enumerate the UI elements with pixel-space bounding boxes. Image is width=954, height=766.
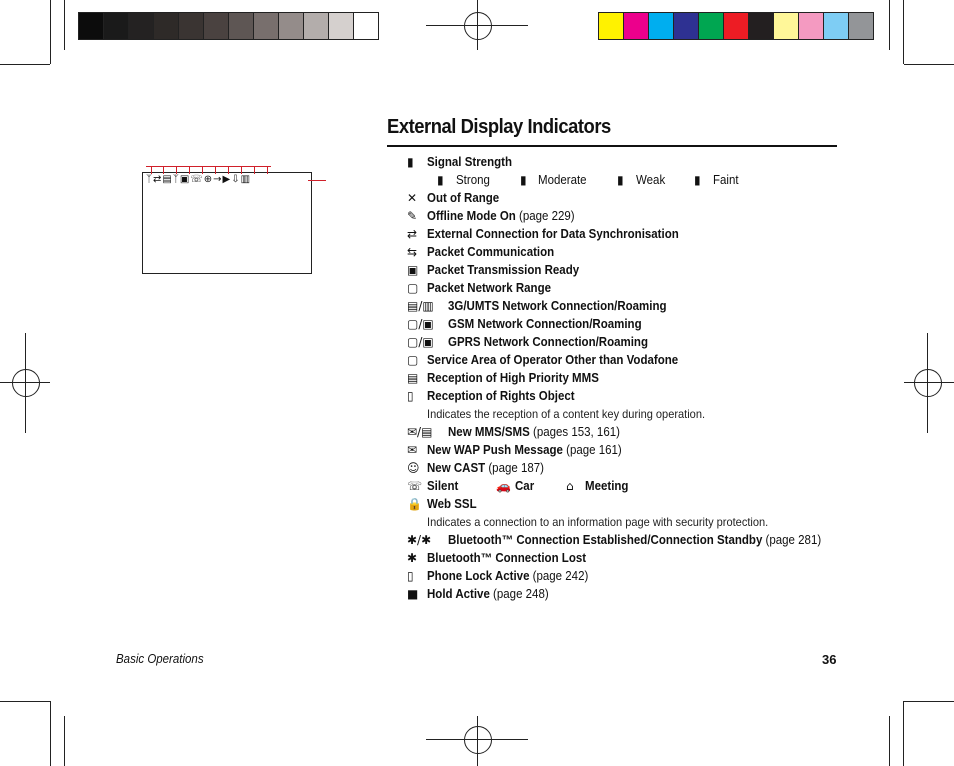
indicator-label: Silent bbox=[427, 479, 459, 493]
color-swatch bbox=[723, 13, 748, 39]
indicator-row bbox=[427, 154, 512, 170]
indicator-icon: ✱/✱ bbox=[407, 533, 432, 547]
page-reference: (page 229) bbox=[519, 209, 575, 223]
color-swatch bbox=[328, 13, 353, 39]
color-swatch bbox=[648, 13, 673, 39]
indicator-row bbox=[427, 460, 544, 476]
indicator-label: New WAP Push Message bbox=[427, 443, 563, 457]
indicator-row bbox=[427, 550, 586, 566]
indicator-label: Bluetooth™ Connection Established/Connection Standby bbox=[448, 533, 763, 547]
callout-tick bbox=[241, 166, 242, 174]
indicator-icon: ✎ bbox=[407, 209, 418, 223]
page-reference: (page 248) bbox=[493, 587, 549, 601]
page-reference: (page 187) bbox=[488, 461, 544, 475]
indicator-row bbox=[427, 190, 499, 206]
meeting-icon: ⌂ bbox=[566, 479, 574, 493]
indicator-row bbox=[427, 280, 551, 296]
indicator-row bbox=[427, 370, 599, 386]
indicator-label: Packet Communication bbox=[427, 245, 555, 259]
crop-mark bbox=[50, 0, 51, 64]
callout-tick bbox=[189, 166, 190, 174]
indicator-icon: ▯ bbox=[407, 389, 414, 403]
indicator-row bbox=[448, 424, 620, 440]
indicator-row bbox=[427, 478, 458, 494]
indicator-icon: ☺ bbox=[407, 461, 420, 475]
indicator-label: Packet Transmission Ready bbox=[427, 263, 580, 277]
indicator-icon: ▢/▣ bbox=[407, 335, 434, 349]
color-swatch bbox=[303, 13, 328, 39]
indicator-icon: ▤/▥ bbox=[407, 299, 434, 313]
callout-bar bbox=[146, 166, 271, 167]
indicator-row bbox=[448, 532, 821, 548]
callout-tick bbox=[176, 166, 177, 174]
signal-level-moderate: Moderate bbox=[538, 173, 587, 187]
indicator-icon: ✱ bbox=[407, 551, 418, 565]
signal-weak-icon: ▮ bbox=[617, 173, 624, 187]
indicator-row bbox=[448, 316, 642, 332]
indicator-label: Bluetooth™ Connection Lost bbox=[427, 551, 587, 565]
indicator-icon: ⇄ bbox=[407, 227, 418, 241]
signal-level-faint: Faint bbox=[713, 173, 739, 187]
indicator-icon: ✉ bbox=[407, 443, 418, 457]
page-number: 36 bbox=[822, 652, 837, 667]
indicator-icon: ■ bbox=[407, 587, 419, 601]
grayscale-bar bbox=[78, 12, 379, 40]
crop-mark bbox=[904, 64, 954, 65]
color-swatch bbox=[178, 13, 203, 39]
crop-mark bbox=[0, 64, 50, 65]
indicator-label: External Connection for Data Synchronisation bbox=[427, 227, 679, 241]
indicator-icon: ▮ bbox=[407, 155, 414, 169]
indicator-label: Reception of High Priority MMS bbox=[427, 371, 599, 385]
indicator-row bbox=[427, 442, 622, 458]
indicator-icon: ✉/▤ bbox=[407, 425, 433, 439]
page-reference: (page 281) bbox=[765, 533, 822, 547]
crop-mark bbox=[889, 716, 890, 766]
indicator-label: Offline Mode On bbox=[427, 209, 516, 223]
indicator-icon: ▯ bbox=[407, 569, 414, 583]
indicator-label: Reception of Rights Object bbox=[427, 389, 575, 403]
indicator-icon: ▣ bbox=[407, 263, 419, 277]
indicator-label: Phone Lock Active bbox=[427, 569, 530, 583]
color-swatch bbox=[673, 13, 698, 39]
callout-tick bbox=[215, 166, 216, 174]
color-swatch bbox=[153, 13, 178, 39]
crop-mark bbox=[50, 701, 51, 766]
mode-car: Car bbox=[515, 479, 535, 493]
indicator-label: New CAST bbox=[427, 461, 486, 475]
indicator-label: Service Area of Operator Other than Vodafone bbox=[427, 353, 679, 367]
color-swatch bbox=[353, 13, 378, 39]
color-swatch bbox=[128, 13, 153, 39]
callout-tick bbox=[151, 166, 152, 174]
color-swatch bbox=[103, 13, 128, 39]
title-rule bbox=[387, 145, 837, 147]
footer-section: Basic Operations bbox=[116, 652, 204, 666]
indicator-row bbox=[448, 334, 648, 350]
indicator-label: Signal Strength bbox=[427, 155, 512, 169]
color-bar bbox=[598, 12, 874, 40]
crop-mark bbox=[903, 701, 904, 766]
color-swatch bbox=[698, 13, 723, 39]
crop-mark bbox=[904, 701, 954, 702]
display-icons-strip: ᛉ⇄▤ᛉ▣☏⊕→▶⇩▥ bbox=[146, 174, 252, 185]
indicator-icon: ▢ bbox=[407, 281, 419, 295]
signal-moderate-icon: ▮ bbox=[520, 173, 527, 187]
indicator-label: Out of Range bbox=[427, 191, 500, 205]
indicator-row bbox=[427, 262, 579, 278]
indicator-label: Hold Active bbox=[427, 587, 490, 601]
car-icon: 🚗 bbox=[496, 479, 511, 493]
signal-level-weak: Weak bbox=[636, 173, 666, 187]
color-swatch bbox=[599, 13, 623, 39]
signal-level-strong: Strong bbox=[456, 173, 490, 187]
indicator-row bbox=[427, 496, 477, 512]
color-swatch bbox=[748, 13, 773, 39]
page-reference: (page 242) bbox=[532, 569, 589, 583]
indicator-label: GSM Network Connection/Roaming bbox=[448, 317, 642, 331]
color-swatch bbox=[823, 13, 848, 39]
color-swatch bbox=[623, 13, 648, 39]
callout-tick bbox=[228, 166, 229, 174]
crop-mark bbox=[64, 716, 65, 766]
callout-line bbox=[308, 180, 326, 181]
indicator-label: 3G/UMTS Network Connection/Roaming bbox=[448, 299, 667, 313]
indicator-label: New MMS/SMS bbox=[448, 425, 530, 439]
crop-mark bbox=[889, 0, 890, 50]
note-web-ssl: Indicates a connection to an information page with security protection. bbox=[427, 515, 769, 529]
indicator-icon: 🔒 bbox=[407, 497, 422, 511]
indicator-row bbox=[427, 208, 575, 224]
color-swatch bbox=[203, 13, 228, 39]
indicator-icon: ✕ bbox=[407, 191, 418, 205]
callout-tick bbox=[267, 166, 268, 174]
indicator-row bbox=[427, 244, 554, 260]
indicator-icon: ▢/▣ bbox=[407, 317, 434, 331]
page-reference: (pages 153, 161) bbox=[532, 425, 620, 439]
indicator-icon: ⇆ bbox=[407, 245, 418, 259]
indicator-label: Packet Network Range bbox=[427, 281, 551, 295]
color-swatch bbox=[773, 13, 798, 39]
indicator-label: Web SSL bbox=[427, 497, 477, 511]
mode-meeting: Meeting bbox=[585, 479, 629, 493]
color-swatch bbox=[228, 13, 253, 39]
callout-tick bbox=[202, 166, 203, 174]
crop-mark bbox=[903, 0, 904, 64]
indicator-row bbox=[427, 352, 678, 368]
callout-tick bbox=[163, 166, 164, 174]
color-swatch bbox=[253, 13, 278, 39]
indicator-icon: ▢ bbox=[407, 353, 419, 367]
crop-mark bbox=[64, 0, 65, 50]
note-rights-object: Indicates the reception of a content key during operation. bbox=[427, 407, 706, 421]
indicator-row bbox=[427, 586, 549, 602]
indicator-row bbox=[427, 568, 588, 584]
signal-faint-icon: ▮ bbox=[694, 173, 701, 187]
page-title: External Display Indicators bbox=[387, 116, 611, 138]
indicator-row bbox=[427, 388, 575, 404]
indicator-row bbox=[448, 298, 667, 314]
callout-tick bbox=[254, 166, 255, 174]
external-display-illustration bbox=[142, 172, 312, 274]
indicator-icon: ▤ bbox=[407, 371, 419, 385]
signal-strong-icon: ▮ bbox=[437, 173, 444, 187]
color-swatch bbox=[848, 13, 873, 39]
indicator-icon: ☏ bbox=[407, 479, 423, 493]
indicator-row bbox=[427, 226, 679, 242]
color-swatch bbox=[79, 13, 103, 39]
page-reference: (page 161) bbox=[566, 443, 622, 457]
color-swatch bbox=[278, 13, 303, 39]
crop-mark bbox=[0, 701, 50, 702]
indicator-label: GPRS Network Connection/Roaming bbox=[448, 335, 648, 349]
color-swatch bbox=[798, 13, 823, 39]
